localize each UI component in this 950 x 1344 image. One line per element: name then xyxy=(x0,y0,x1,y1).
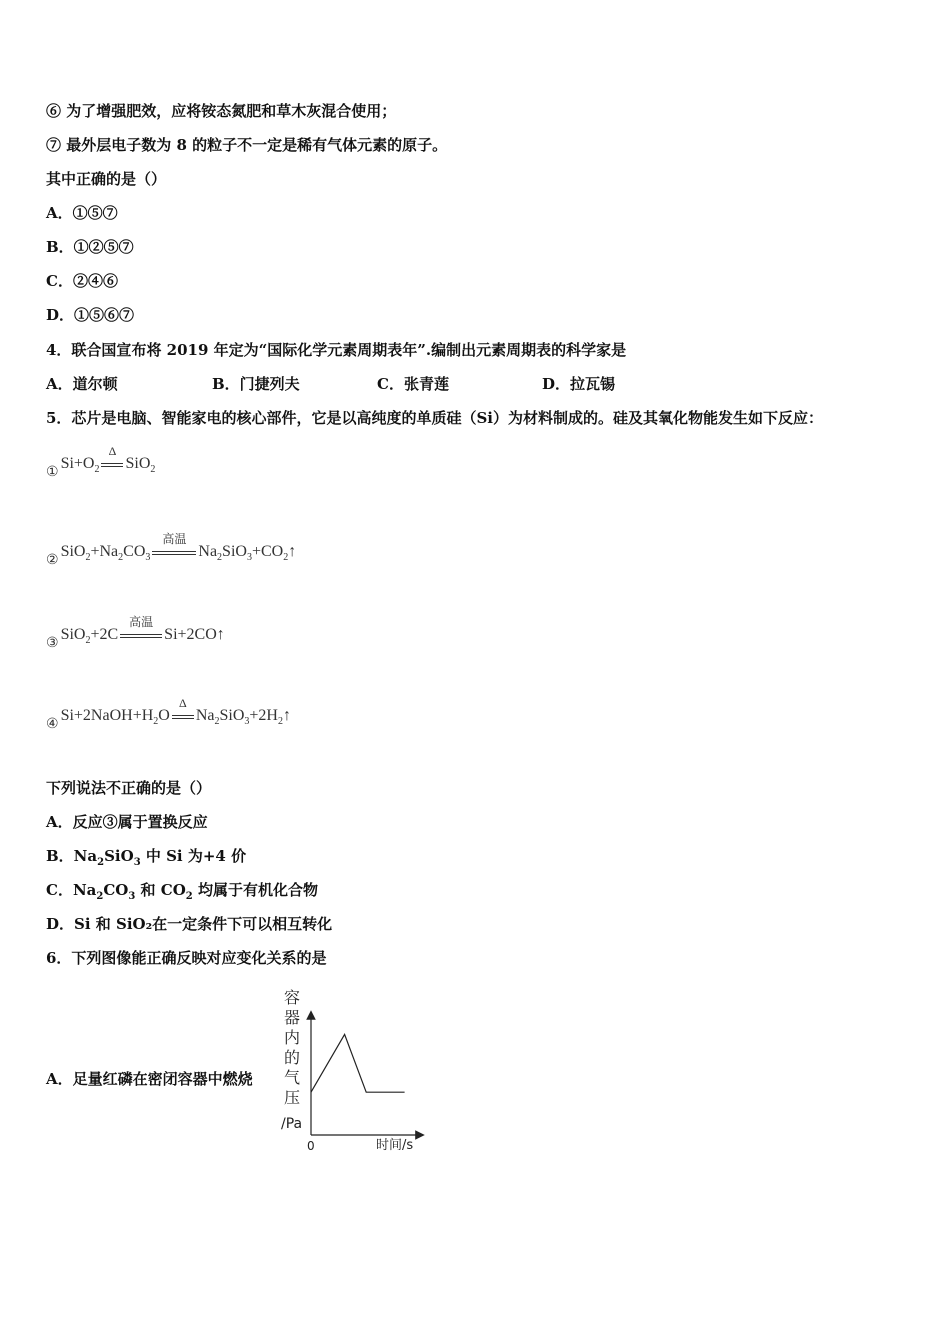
q5-option-a[interactable]: A．反应③属于置换反应 xyxy=(46,813,208,831)
y-axis-label-char: 的 xyxy=(284,1048,301,1067)
q3-option-b[interactable]: B．①②⑤⑦ xyxy=(46,238,134,256)
equation-1: $①Si+O_2$ Δ SiO$_2$ xyxy=(46,444,156,480)
q5-option-c[interactable]: C．$Na_2CO_3$ 和 $CO_2$ 均属于有机化合物 xyxy=(46,881,318,902)
y-axis-label xyxy=(284,988,300,1107)
origin-label: 0 xyxy=(307,1139,315,1153)
equation-3: ③SiO$_2$+2C 高温 Si+2CO↑ xyxy=(46,615,225,651)
q3-option-d[interactable]: D．①⑤⑥⑦ xyxy=(46,306,135,324)
q5-option-d[interactable]: D．Si 和 SiO₂在一定条件下可以相互转化 xyxy=(46,915,333,933)
statement-7: ⑦ 最外层电子数为 8 的粒子不一定是稀有气体元素的原子。 xyxy=(46,136,448,154)
equation-2: $②SiO_2+Na_2CO_3$ 高温 $Na_2SiO_3+CO_2↑$ xyxy=(46,532,297,568)
q6-stem: 6．下列图像能正确反映对应变化关系的是 xyxy=(46,949,327,967)
q3-prompt: 其中正确的是（） xyxy=(46,170,167,188)
y-axis-label-char: 压 xyxy=(284,1088,301,1107)
q4-stem: 4．联合国宣布将 2019 年定为“国际化学元素周期表年”.编制出元素周期表的科学家是 xyxy=(46,341,627,359)
q4-option-a[interactable]: A．道尔顿 xyxy=(46,375,118,393)
y-axis-unit: /Pa xyxy=(281,1116,303,1132)
q3-option-c[interactable]: C．②④⑥ xyxy=(46,272,118,290)
y-axis-label-char: 容 xyxy=(284,988,301,1007)
y-axis-label-char: 内 xyxy=(284,1028,301,1047)
pressure-time-chart xyxy=(270,985,430,1155)
q4-option-c[interactable]: C．张青莲 xyxy=(377,375,449,393)
q4-option-d[interactable]: D．拉瓦锡 xyxy=(542,375,616,393)
q3-option-a[interactable]: A．①⑤⑦ xyxy=(46,204,118,222)
q6-option-a[interactable]: A．足量红磷在密闭容器中燃烧 xyxy=(46,1070,253,1088)
y-axis-label-char: 气 xyxy=(284,1068,301,1087)
x-axis-label: 时间/s xyxy=(376,1138,414,1153)
q5-option-b[interactable]: B．$Na_2SiO_3$ 中 Si 为+4 价 xyxy=(46,847,247,868)
q5-stem: 5．芯片是电脑、智能家电的核心部件，它是以高纯度的单质硅（Si）为材料制成的。硅及其氧化物能发生如下反应： xyxy=(46,409,823,427)
q4-option-b[interactable]: B．门捷列夫 xyxy=(212,375,300,393)
q5-prompt: 下列说法不正确的是（） xyxy=(46,779,212,797)
y-axis-label-char: 器 xyxy=(284,1008,301,1027)
pressure-series-line xyxy=(311,1034,405,1092)
statement-6: ⑥ 为了增强肥效，应将铵态氮肥和草木灰混合使用； xyxy=(46,102,397,120)
equation-4: $④Si+2NaOH+H_2O$ Δ $Na_2SiO_3+2H_2↑$ xyxy=(46,696,291,732)
